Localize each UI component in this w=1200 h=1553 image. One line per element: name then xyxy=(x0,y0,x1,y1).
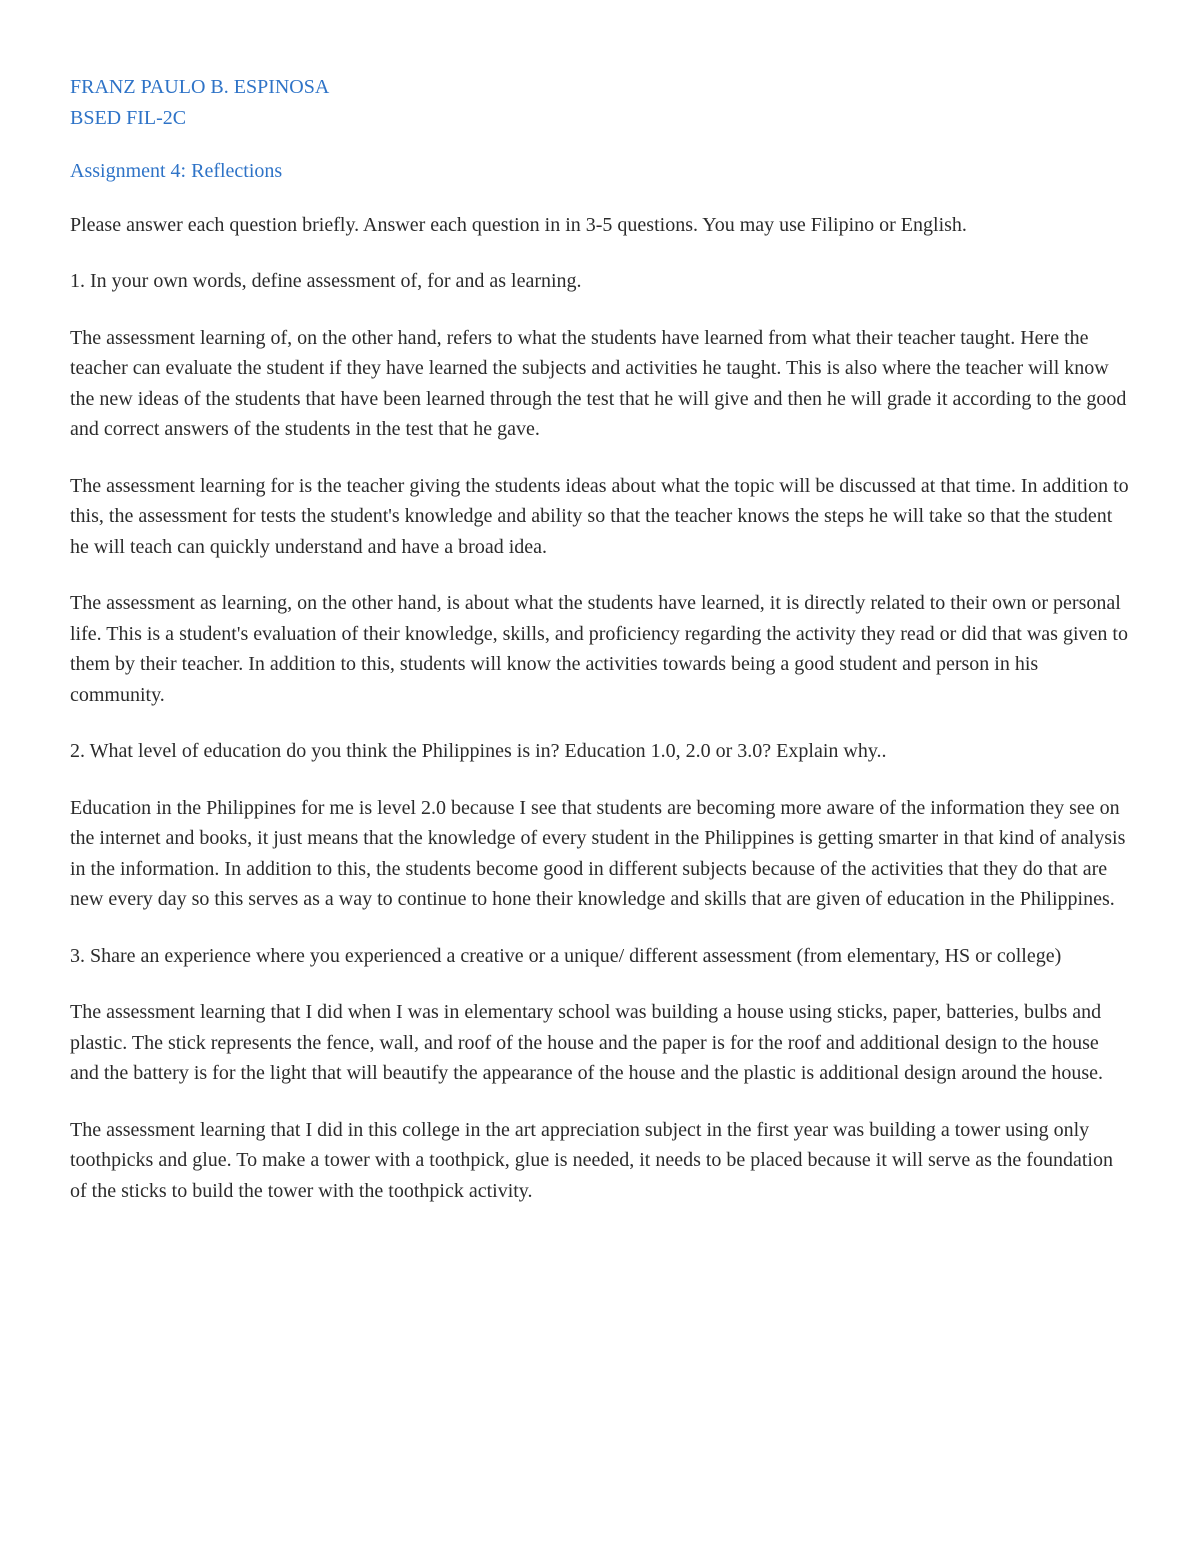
instructions-text: Please answer each question briefly. Answer each question in in 3-5 questions. You may use Filipino or English. xyxy=(70,213,967,236)
answer-1-assessment-for: The assessment learning for is the teacher giving the students ideas about what the topic will be discussed at that time. In addition to this, the assessment for tests the student's knowledge and ability so that the teacher knows the steps he will take so that the student he will teach can quickly understand and have a broad idea. xyxy=(70,474,1129,558)
student-name: FRANZ PAULO B. ESPINOSA xyxy=(70,76,330,98)
answer-2: Education in the Philippines for me is level 2.0 because I see that students are becoming more aware of the information they see on the internet and books, it just means that the knowledge of every student in the Philippines is getting smarter in that kind of analysis in the information. In addition to this, the students become good in different subjects because of the activities that they do that are new every day so this serves as a way to continue to hone their knowledge and skills that are given of education in the Philippines. xyxy=(70,796,1126,910)
answer-3-elementary: The assessment learning that I did when I was in elementary school was building a house using sticks, paper, batteries, bulbs and plastic. The stick represents the fence, wall, and roof of the house and the paper is for the roof and additional design to the house and the battery is for the light that will beautify the appearance of the house and the plastic is additional design around the house. xyxy=(70,1001,1104,1084)
answer-3-college: The assessment learning that I did in this college in the art appreciation subject in the first year was building a tower using only toothpicks and glue. To make a tower with a toothpick, glue is needed, it needs to be placed because it will serve as the foundation of the sticks to build the tower with the toothpick activity. xyxy=(70,1118,1113,1202)
answer-1-assessment-as: The assessment as learning, on the other hand, is about what the students have learned, it is directly related to their own or personal life. This is a student's evaluation of their knowledge, skills, and proficiency regarding the activity they read or did that was given to them by their teacher. In addition to this, students will know the activities towards being a good student and person in his community. xyxy=(70,592,1128,706)
question-1: 1. In your own words, define assessment of, for and as learning. xyxy=(70,270,582,292)
document-page xyxy=(70,72,1130,1206)
question-2: 2. What level of education do you think the Philippines is in? Education 1.0, 2.0 or 3.0? Explain why.. xyxy=(70,740,887,762)
answer-1-assessment-of: The assessment learning of, on the other hand, refers to what the students have learned from what their teacher taught. Here the teacher can evaluate the student if they have learned the subjects and activities he taught. This is also where the teacher will know the new ideas of the students that have been learned through the test that he will give and then he will grade it according to the good and correct answers of the students in the test that he gave. xyxy=(70,326,1127,440)
student-section: BSED FIL-2C xyxy=(70,106,187,129)
document-header xyxy=(70,72,1130,133)
assignment-title: Assignment 4: Reflections xyxy=(70,160,283,182)
question-3: 3. Share an experience where you experienced a creative or a unique/ different assessment (from elementary, HS or college) xyxy=(70,944,1062,967)
